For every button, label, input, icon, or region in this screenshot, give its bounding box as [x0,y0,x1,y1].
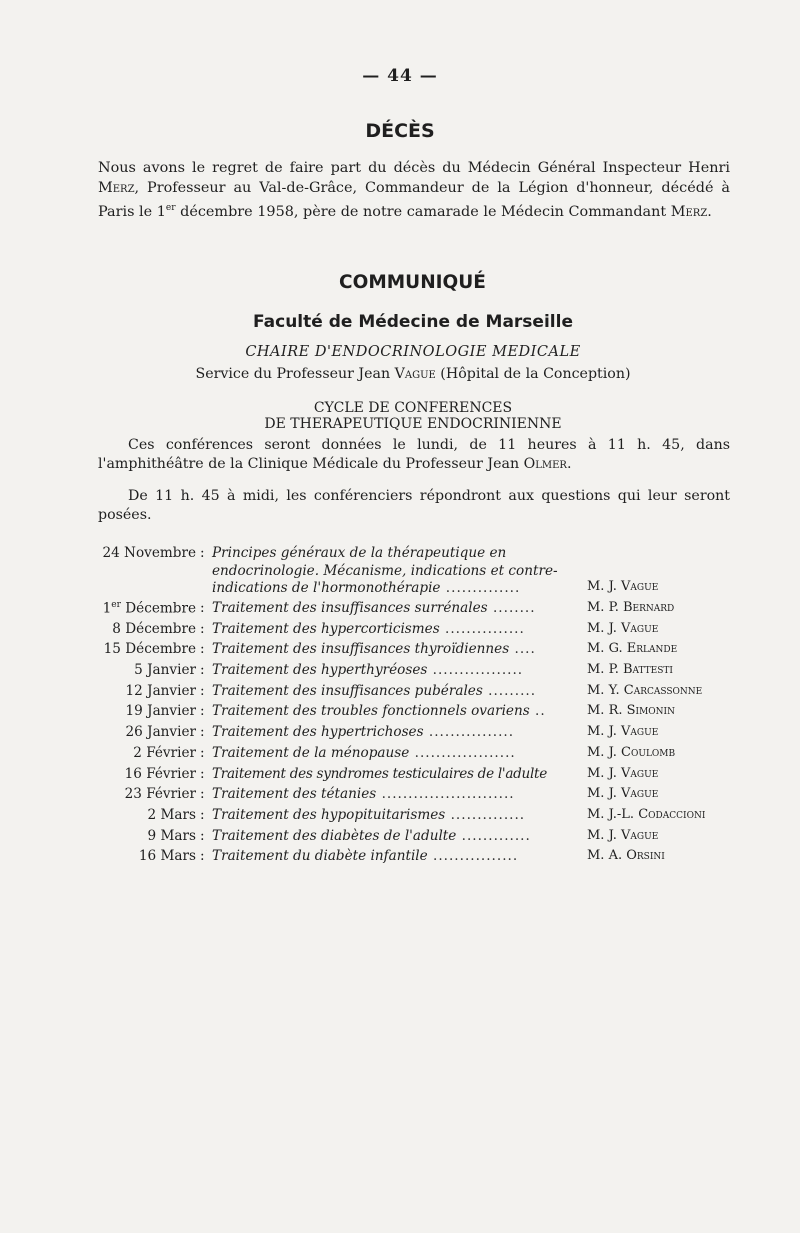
schedule-date: 26 Janvier [125,724,196,741]
schedule-colon: : [200,765,205,782]
schedule-row [96,600,736,621]
schedule-date: 1er Décembre [102,600,196,617]
deces-text-4: . [707,203,712,220]
schedule-speaker: M. J.-L. Codaccioni [587,806,706,822]
schedule-leader-dots: ......................... [376,786,515,803]
schedule-leader-dots: .............. [445,806,526,823]
schedule-topic-text: Traitement des insuffisances pubérales [212,682,483,699]
schedule-colon: : [200,848,205,865]
intro-paragraph-1 [98,436,730,474]
schedule-topic-text: Traitement des hyperthyréoses [212,662,428,679]
schedule-leader-dots: .............. [440,580,521,596]
schedule-topic-text: Traitement de la ménopause [212,744,410,761]
schedule-speaker: M. A. Orsini [587,848,665,864]
deces-text-1: Nous avons le regret de faire part du décès du Médecin Général Inspecteur Henri [98,160,730,176]
schedule-date: 24 Novembre [102,545,196,561]
schedule-topic [212,786,566,804]
schedule-row [96,848,736,869]
schedule-topic-text: Traitement des hypertrichoses [212,724,424,741]
schedule-speaker: M. J. Vague [587,579,659,594]
schedule-row [96,641,736,662]
schedule-date: 12 Janvier [125,682,196,699]
schedule-topic [212,662,566,680]
intro2-text: De 11 h. 45 à midi, les conférenciers répondront aux questions qui leur seront posées. [98,488,730,523]
schedule-leader-dots: ................ [423,724,515,741]
schedule-date: 15 Décembre [103,641,196,658]
schedule-row [96,621,736,642]
service-line [0,366,800,382]
schedule-date: 16 Février [124,765,196,782]
schedule-speaker: M. P. Bernard [587,600,675,615]
schedule-date: 19 Janvier [125,703,196,720]
service-text-2: (Hôpital de la Conception) [435,366,631,382]
service-name: Vague [394,366,436,382]
schedule-date: 2 Mars [147,806,196,823]
schedule-colon: : [200,744,205,761]
schedule-speaker: M. J. Vague [587,724,659,740]
schedule-topic [212,683,566,701]
schedule-speaker: M. R. Simonin [587,703,675,719]
deces-text-2: , Professeur au Val-de-Grâce, Commandeur de la Légion d'honneur, décédé à Paris le 1 [98,180,730,220]
schedule-topic-text: Traitement des insuffisances surrénales [212,600,488,616]
schedule-topic [212,848,566,866]
service-text-1: Service du Professeur Jean [195,366,395,382]
schedule-topic-text: Traitement des diabètes de l'adulte [212,827,457,844]
schedule-date: 5 Janvier [134,662,196,679]
schedule-colon: : [200,786,205,803]
intro1-text-a: Ces conférences seront données le lundi, de 11 heures à 11 h. 45, dans l'amphithéâtre de la Clinique Médicale du Professeur Jean [98,437,730,472]
schedule-leader-dots: ............. [456,827,531,844]
communique-heading: COMMUNIQUÉ [339,272,486,293]
schedule-colon: : [200,724,205,741]
schedule-colon: : [200,703,205,720]
intro1-text-b: . [566,456,572,472]
schedule-date: 16 Mars [138,848,196,865]
schedule-topic-text: Principes généraux de la thérapeutique en endocrinologie. Mécanisme, indications et contre-indications de l'hormonothérapie [212,545,558,596]
schedule-topic [212,641,566,659]
schedule-topic [212,703,566,721]
cycle-heading [0,400,800,432]
schedule-topic-text: Traitement des syndromes testiculaires de l'adulte [212,765,547,782]
schedule-colon: : [200,600,205,616]
schedule-date: 2 Février [133,744,196,761]
schedule-colon: : [200,806,205,823]
schedule-row [96,807,736,828]
schedule-topic [212,724,566,742]
schedule-row [96,828,736,849]
schedule-topic-text: Traitement des insuffisances thyroïdiennes [212,641,510,658]
schedule-speaker: M. J. Vague [587,827,659,843]
schedule-speaker: M. J. Vague [587,620,659,636]
schedule-colon: : [200,545,205,561]
schedule-colon: : [200,662,205,679]
schedule-topic [212,600,566,618]
schedule-date: 8 Décembre [112,620,196,637]
schedule-date: 9 Mars [147,827,196,844]
schedule-topic-text: Traitement des troubles fonctionnels ovariens [212,703,530,720]
schedule-leader-dots: ........ [487,600,536,616]
schedule-topic [212,545,566,598]
schedule-date: 23 Février [124,786,196,803]
schedule-topic [212,621,566,639]
schedule-leader-dots: ................... [409,744,516,761]
schedule-leader-dots: .. [529,703,546,720]
intro-paragraph-2 [98,487,730,525]
faculte-heading: Faculté de Médecine de Marseille [253,312,573,332]
schedule-row [96,662,736,683]
schedule-row [96,766,736,787]
deces-sup: er [165,203,176,213]
schedule-topic [212,766,566,784]
schedule-topic [212,745,566,763]
schedule-colon: : [200,620,205,637]
conference-schedule [96,545,736,869]
schedule-speaker: M. J. Vague [587,786,659,802]
schedule-row [96,683,736,704]
schedule-leader-dots: ............... [439,620,525,637]
schedule-speaker: M. J. Coulomb [587,744,676,760]
deces-heading: DÉCÈS [365,120,435,142]
page-number: — 44 — [362,66,438,86]
schedule-speaker: M. G. Erlande [587,641,678,657]
schedule-topic [212,828,566,846]
chaire-heading: CHAIRE D'ENDOCRINOLOGIE MEDICALE [245,344,581,360]
schedule-colon: : [200,641,205,658]
deces-text-3: décembre 1958, père de notre camarade le Médecin Commandant [175,203,671,220]
schedule-row [96,545,736,600]
intro1-name: Olmer [523,456,567,472]
schedule-leader-dots: ......... [482,682,537,699]
schedule-speaker: M. Y. Carcassonne [587,682,703,698]
schedule-leader-dots: ................. [427,662,524,679]
schedule-topic-text: Traitement du diabète infantile [212,848,428,865]
deces-name-1: Merz [98,180,135,196]
schedule-topic-text: Traitement des hypercorticismes [212,620,440,637]
schedule-row [96,745,736,766]
schedule-leader-dots: .... [509,641,536,658]
schedule-topic [212,807,566,825]
cycle-line-2: DE THERAPEUTIQUE ENDOCRINIENNE [264,416,562,432]
deces-name-2: Merz [670,203,708,220]
schedule-row [96,703,736,724]
schedule-colon: : [200,682,205,699]
schedule-speaker: M. P. Battesti [587,662,673,678]
schedule-row [96,724,736,745]
schedule-colon: : [200,827,205,844]
cycle-line-1: CYCLE DE CONFERENCES [313,400,513,416]
schedule-topic-text: Traitement des hypopituitarismes [212,806,446,823]
deces-paragraph [98,158,730,222]
schedule-leader-dots: ................ [427,848,519,865]
schedule-topic-text: Traitement des tétanies [212,786,377,803]
schedule-row [96,786,736,807]
schedule-speaker: M. J. Vague [587,765,659,781]
